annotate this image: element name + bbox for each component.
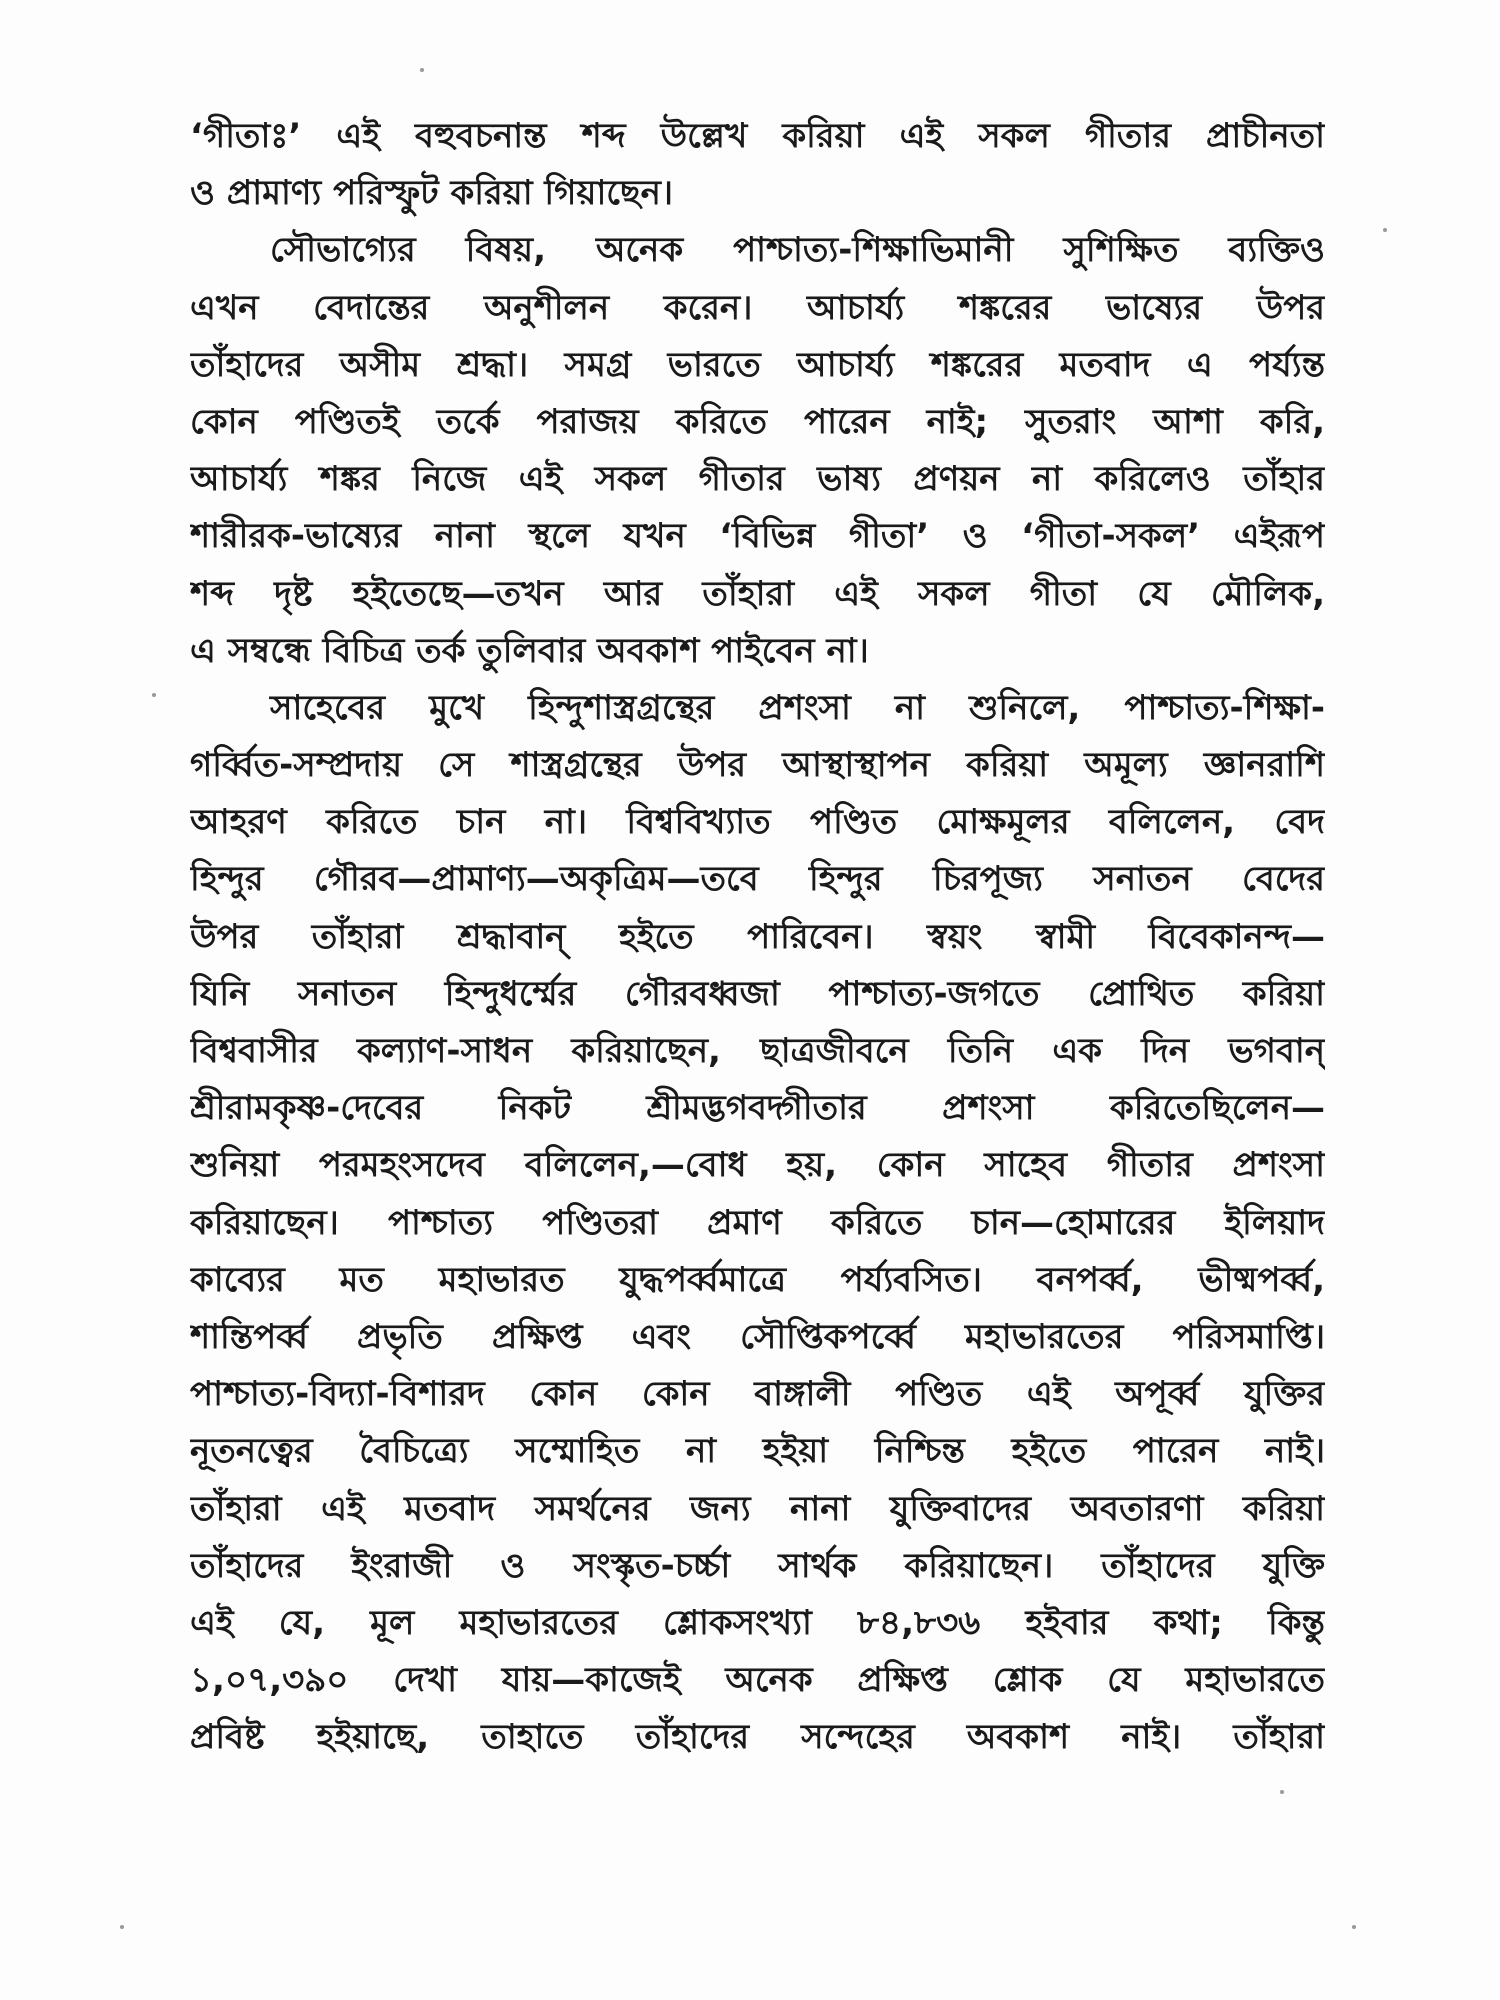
scan-speck <box>1383 228 1387 232</box>
text-line: প্রবিষ্ট হইয়াছে, তাহাতে তাঁহাদের সন্দেহের অবকাশ নাই। তাঁহারা <box>190 1717 1325 1758</box>
text-line: ও প্রামাণ্য পরিস্ফুট করিয়া গিয়াছেন। <box>190 173 674 214</box>
text-line: ১,০৭,৩৯০ দেখা যায়—কাজেই অনেক প্রক্ষিপ্ত শ্লোক যে মহাভারতে <box>190 1660 1325 1701</box>
page-text <box>190 108 1325 1766</box>
text-line: কোন পণ্ডিতই তর্কে পরাজয় করিতে পারেন নাই; সুতরাং আশা করি, <box>190 401 1325 442</box>
scan-speck <box>152 693 156 697</box>
text-line: এ সম্বন্ধে বিচিত্র তর্ক তুলিবার অবকাশ পাইবেন না। <box>190 630 869 671</box>
paragraph-start-line: সাহেবের মুখে হিন্দুশাস্ত্রগ্রন্থের প্রশংসা না শুনিলে, পাশ্চাত্য-শিক্ষা- <box>270 687 1325 728</box>
text-line: নূতনত্বের বৈচিত্র্যে সম্মোহিত না হইয়া নিশ্চিন্ত হইতে পারেন নাই। <box>190 1431 1325 1472</box>
text-line: পাশ্চাত্য-বিদ্যা-বিশারদ কোন কোন বাঙ্গালী পণ্ডিত এই অপূর্ব্ব যুক্তির <box>190 1374 1325 1415</box>
text-line: তাঁহাদের ইংরাজী ও সংস্কৃত-চর্চ্চা সার্থক করিয়াছেন। তাঁহাদের যুক্তি <box>190 1545 1325 1586</box>
text-line: করিয়াছেন। পাশ্চাত্য পণ্ডিতরা প্রমাণ করিতে চান—হোমারের ইলিয়াদ <box>190 1202 1325 1243</box>
text-line: হিন্দুর গৌরব—প্রামাণ্য—অকৃত্রিম—তবে হিন্দুর চিরপূজ্য সনাতন বেদের <box>190 859 1325 900</box>
text-line: আহরণ করিতে চান না। বিশ্ববিখ্যাত পণ্ডিত মোক্ষমূলর বলিলেন, বেদ <box>190 802 1325 843</box>
text-line: তাঁহারা এই মতবাদ সমর্থনের জন্য নানা যুক্তিবাদের অবতারণা করিয়া <box>190 1488 1325 1529</box>
text-line: এই যে, মূল মহাভারতের শ্লোকসংখ্যা ৮৪,৮৩৬ হইবার কথা; কিন্তু <box>190 1602 1325 1643</box>
scan-speck <box>420 68 424 72</box>
text-line: উপর তাঁহারা শ্রদ্ধাবান্ হইতে পারিবেন। স্বয়ং স্বামী বিবেকানন্দ— <box>190 916 1325 957</box>
text-line: বিশ্ববাসীর কল্যাণ-সাধন করিয়াছেন, ছাত্রজীবনে তিনি এক দিন ভগবান্ <box>190 1031 1325 1071</box>
text-line: শান্তিপর্ব্ব প্রভৃতি প্রক্ষিপ্ত এবং সৌপ্তিকপর্ব্বে মহাভারতের পরিসমাপ্তি। <box>190 1316 1325 1357</box>
text-line: এখন বেদান্তের অনুশীলন করেন। আচার্য্য শঙ্করের ভাষ্যের উপর <box>190 287 1325 328</box>
text-line: ‘গীতাঃ’ এই বহুবচনান্ত শব্দ উল্লেখ করিয়া এই সকল গীতার প্রাচীনতা <box>190 116 1325 156</box>
scan-speck <box>1352 1925 1356 1929</box>
text-line: কাব্যের মত মহাভারত যুদ্ধপর্ব্বমাত্রে পর্য্যবসিত। বনপর্ব্ব, ভীষ্মপর্ব্ব, <box>190 1259 1325 1300</box>
scan-speck <box>120 1925 124 1929</box>
text-line: শব্দ দৃষ্ট হইতেছে—তখন আর তাঁহারা এই সকল গীতা যে মৌলিক, <box>190 573 1325 614</box>
text-line: শারীরক-ভাষ্যের নানা স্থলে যখন ‘বিভিন্ন গীতা’ ও ‘গীতা-সকল’ এইরূপ <box>190 516 1325 557</box>
text-line: যিনি সনাতন হিন্দুধর্ম্মের গৌরবধ্বজা পাশ্চাত্য-জগতে প্রোথিত করিয়া <box>190 973 1325 1014</box>
paragraph-start-line: সৌভাগ্যের বিষয়, অনেক পাশ্চাত্য-শিক্ষাভিমানী সুশিক্ষিত ব্যক্তিও <box>270 230 1325 271</box>
text-line: শ্রীরামকৃষ্ণ-দেবের নিকট শ্রীমদ্ভগবদ্গীতার প্রশংসা করিতেছিলেন— <box>190 1088 1325 1129</box>
text-line: গর্ব্বিত-সম্প্রদায় সে শাস্ত্রগ্রন্থের উপর আস্থাস্থাপন করিয়া অমূল্য জ্ঞানরাশি <box>190 745 1325 786</box>
text-line: তাঁহাদের অসীম শ্রদ্ধা। সমগ্র ভারতে আচার্য্য শঙ্করের মতবাদ এ পর্য্যন্ত <box>190 344 1325 385</box>
text-line: শুনিয়া পরমহংসদেব বলিলেন,—বোধ হয়, কোন সাহেব গীতার প্রশংসা <box>190 1145 1325 1186</box>
text-line: আচার্য্য শঙ্কর নিজে এই সকল গীতার ভাষ্য প্রণয়ন না করিলেও তাঁহার <box>190 459 1325 500</box>
scan-speck <box>1280 1790 1284 1794</box>
